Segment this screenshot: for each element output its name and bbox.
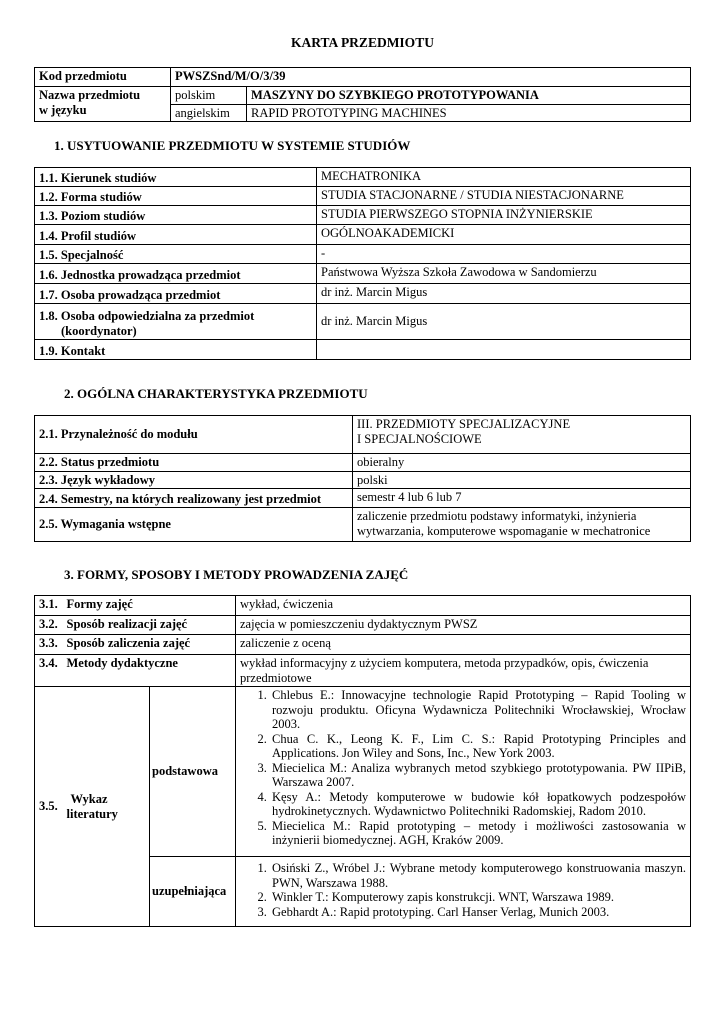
row-value: zajęcia w pomieszczeniu dydaktycznym PWSZ: [236, 616, 691, 635]
row-label: 2.3. Język wykładowy: [35, 471, 353, 489]
section-1-table: [34, 167, 691, 360]
row-value: polski: [353, 471, 691, 489]
table-row: [35, 264, 691, 284]
row-label: 1.3. Poziom studiów: [35, 206, 317, 225]
language-polish-label: polskim: [171, 87, 247, 105]
course-code-value: PWSZSnd/M/O/3/39: [171, 68, 691, 87]
list-item: 4. Kęsy A.: Metody komputerowe w budowie kół łopatkowych podzespołów hydrokinetycznych. Wydawnictwo Politechniki Radomskiej, Radom 2010.: [270, 790, 686, 819]
row-label: Sposób zaliczenia zajęć: [63, 635, 236, 655]
section-3-heading: 3. FORMY, SPOSOBY I METODY PROWADZENIA ZAJĘĆ: [64, 567, 409, 582]
list-item: 1. Osiński Z., Wróbel J.: Wybrane metody komputerowego konstruowania maszyn. PWN, Warszawa 1988.: [270, 861, 686, 890]
row-value: zaliczenie z oceną: [236, 635, 691, 655]
table-row: [35, 655, 691, 687]
row-value: wykład, ćwiczenia: [236, 596, 691, 616]
list-item: 1. Chlebus E.: Innowacyjne technologie Rapid Prototyping – Rapid Tooling w rozwoju produktu. Oficyna Wydawnicza Politechniki Wrocławskiej, Wrocław 2003.: [270, 688, 686, 732]
basic-literature-label: podstawowa: [150, 687, 236, 857]
row-value: OGÓLNOAKADEMICKI: [317, 225, 691, 245]
row-value: dr inż. Marcin Migus: [317, 284, 691, 304]
row-value: MECHATRONIKA: [317, 168, 691, 187]
row-value: STUDIA STACJONARNE / STUDIA NIESTACJONARNE: [317, 187, 691, 206]
row-label: 1.4. Profil studiów: [35, 225, 317, 245]
literature-list: [240, 688, 686, 848]
table-row: [35, 245, 691, 264]
row-label: [35, 304, 317, 340]
row-value: dr inż. Marcin Migus: [317, 304, 691, 340]
row-label-line: 1.8. Osoba odpowiedzialna za przedmiot: [39, 309, 255, 323]
page-title: KARTA PRZEDMIOTU: [291, 35, 434, 50]
row-label: 1.9. Kontakt: [35, 340, 317, 360]
language-english-label: angielskim: [171, 104, 247, 122]
row-label: 1.1. Kierunek studiów: [35, 168, 317, 187]
list-item: 2. Chua C. K., Leong K. F., Lim C. S.: Rapid Prototyping Principles and Applications. Jon Wiley and Sons, Inc., New York 2003.: [270, 732, 686, 761]
row-label: 1.6. Jednostka prowadząca przedmiot: [35, 264, 317, 284]
row-number: 3.5.: [35, 687, 63, 927]
list-item: 5. Miecielica M.: Rapid prototyping – metody i możliwości zastosowania w inżynierii biomedycznej. AGH, Kraków 2009.: [270, 819, 686, 848]
table-row: [35, 284, 691, 304]
course-name-label: Nazwa przedmiotu w języku: [35, 87, 171, 122]
row-label: 1.7. Osoba prowadząca przedmiot: [35, 284, 317, 304]
row-label: 1.5. Specjalność: [35, 245, 317, 264]
list-item: 2. Winkler T.: Komputerowy zapis konstrukcji. WNT, Warszawa 1989.: [270, 890, 686, 905]
row-label-line: (koordynator): [61, 323, 137, 338]
list-item: 3. Miecielica M.: Analiza wybranych metod szybkiego prototypowania. PW IIPiB, Warszawa 2007.: [270, 761, 686, 790]
basic-literature-list: [236, 687, 691, 857]
course-code-label: Kod przedmiotu: [35, 68, 171, 87]
literature-label-line: literatury: [66, 806, 118, 821]
row-label: Metody dydaktyczne: [63, 655, 236, 687]
row-number: 3.1.: [35, 596, 63, 616]
row-label: 2.4. Semestry, na których realizowany jest przedmiot: [35, 489, 353, 508]
course-name-polish: MASZYNY DO SZYBKIEGO PROTOTYPOWANIA: [247, 87, 691, 105]
row-value: STUDIA PIERWSZEGO STOPNIA INŻYNIERSKIE: [317, 206, 691, 225]
table-row: [35, 635, 691, 655]
row-value: zaliczenie przedmiotu podstawy informatyki, inżynieria wytwarzania, komputerowe wspomaganie w mechatronice: [353, 508, 691, 542]
row-label: 2.1. Przynależność do modułu: [35, 416, 353, 454]
section-2-heading: 2. OGÓLNA CHARAKTERYSTYKA PRZEDMIOTU: [64, 386, 368, 401]
table-row: [35, 454, 691, 472]
row-value: semestr 4 lub 6 lub 7: [353, 489, 691, 508]
literature-label-line: Wykaz: [70, 792, 108, 806]
table-row: [35, 168, 691, 187]
row-label: Formy zajęć: [63, 596, 236, 616]
table-row: [35, 596, 691, 616]
row-value: [353, 416, 691, 454]
row-value-line: III. PRZEDMIOTY SPECJALIZACYJNE: [357, 417, 571, 431]
table-row: [35, 304, 691, 340]
row-value: Państwowa Wyższa Szkoła Zawodowa w Sandomierzu: [317, 264, 691, 284]
table-row: [35, 616, 691, 635]
table-row: [35, 471, 691, 489]
row-value: wykład informacyjny z użyciem komputera, metoda przypadków, opis, ćwiczenia przedmiotowe: [236, 655, 691, 687]
row-value: obieralny: [353, 454, 691, 472]
row-label: 2.2. Status przedmiotu: [35, 454, 353, 472]
table-row: [35, 225, 691, 245]
row-value: -: [317, 245, 691, 264]
row-number: 3.2.: [35, 616, 63, 635]
table-row: [35, 489, 691, 508]
row-value-line: I SPECJALNOŚCIOWE: [357, 431, 482, 446]
supplementary-literature-label: uzupełniająca: [150, 857, 236, 927]
row-number: 3.3.: [35, 635, 63, 655]
section-1-heading: 1. USYTUOWANIE PRZEDMIOTU W SYSTEMIE STUDIÓW: [54, 138, 411, 153]
table-row: [35, 687, 691, 857]
supplementary-literature-list: [236, 857, 691, 927]
row-label: 2.5. Wymagania wstępne: [35, 508, 353, 542]
row-number: 3.4.: [35, 655, 63, 687]
row-label: [63, 687, 150, 927]
table-row: [35, 187, 691, 206]
row-value: [317, 340, 691, 360]
section-2-table: [34, 415, 691, 542]
course-name-english: RAPID PROTOTYPING MACHINES: [247, 104, 691, 122]
section-3-table: [34, 595, 691, 927]
table-row: [35, 340, 691, 360]
course-header-table: [34, 67, 691, 122]
list-item: 3. Gebhardt A.: Rapid prototyping. Carl Hanser Verlag, Munich 2003.: [270, 905, 686, 920]
table-row: [35, 206, 691, 225]
literature-list: [240, 861, 686, 919]
row-label: Sposób realizacji zajęć: [63, 616, 236, 635]
table-row: [35, 508, 691, 542]
table-row: [35, 416, 691, 454]
row-label: 1.2. Forma studiów: [35, 187, 317, 206]
